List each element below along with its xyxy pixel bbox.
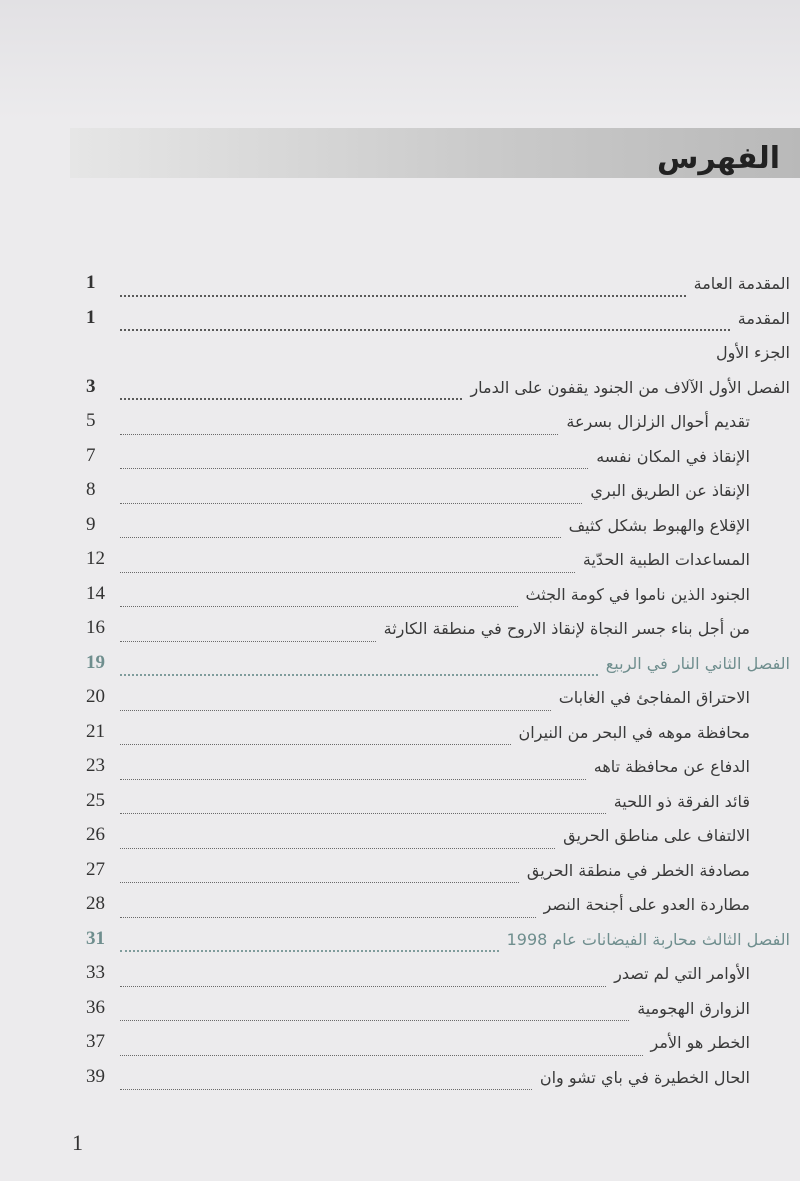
toc-dot-leader [120, 710, 551, 711]
toc-entry-page-number: 36 [86, 996, 105, 1018]
page-top-shade [0, 0, 800, 120]
toc-entry-page-number: 12 [86, 548, 105, 569]
toc-entry-title: من أجل بناء جسر النجاة لإنقاذ الاروح في منطقة الكارثة [383, 619, 750, 638]
toc-entry-page-number: 7 [86, 444, 96, 466]
toc-dot-leader [120, 779, 586, 780]
toc-entry-title: الالتفاف على مناطق الحريق [563, 826, 750, 845]
toc-dot-leader [120, 641, 376, 642]
toc-entry-title: قائد الفرقة ذو اللحية [613, 791, 750, 811]
toc-entry-page-number: 39 [86, 1065, 105, 1087]
toc-entry[interactable] [86, 926, 790, 961]
toc-entry-page-number: 25 [86, 789, 105, 811]
toc-entry[interactable] [86, 1064, 790, 1099]
toc-dot-leader [120, 1020, 629, 1021]
toc-entry-title: الإقلاع والهبوط بشكل كثيف [568, 515, 750, 535]
toc-dot-leader [120, 295, 686, 297]
toc-entry-page-number: 1 [86, 272, 96, 293]
toc-entry[interactable] [86, 408, 790, 443]
toc-entry[interactable] [86, 960, 790, 995]
toc-entry-page-number: 31 [86, 927, 105, 949]
toc-entry-page-number: 3 [86, 375, 96, 397]
toc-entry-page-number: 21 [86, 720, 105, 742]
toc-dot-leader [120, 537, 561, 538]
toc-entry[interactable] [86, 546, 790, 581]
toc-entry-title: المقدمة [737, 308, 790, 328]
page-number: 1 [72, 1130, 83, 1155]
toc-entry-title: مطاردة العدو على أجنحة النصر [543, 895, 750, 914]
toc-entry-page-number: 8 [86, 479, 96, 500]
toc-entry[interactable] [86, 615, 790, 650]
toc-entry-page-number: 19 [86, 651, 105, 673]
toc-entry-title: الحال الخطيرة في باي تشو وان [539, 1067, 750, 1087]
toc-entry[interactable] [86, 1029, 790, 1064]
toc-dot-leader [120, 813, 606, 814]
toc-entry-title: مصادفة الخطر في منطقة الحريق [526, 860, 750, 880]
toc-entry[interactable] [86, 822, 790, 857]
toc-entry[interactable] [86, 339, 790, 374]
toc-entry[interactable] [86, 477, 790, 512]
toc-dot-leader [120, 882, 519, 883]
toc-entry[interactable] [86, 753, 790, 788]
toc-entry[interactable] [86, 857, 790, 892]
toc-entry-title: الإنقاذ في المكان نفسه [596, 446, 750, 466]
toc-entry[interactable] [86, 719, 790, 754]
toc-entry-page-number: 1 [86, 306, 96, 328]
toc-entry[interactable] [86, 443, 790, 478]
toc-dot-leader [120, 1055, 643, 1056]
toc-entry-page-number: 33 [86, 962, 105, 983]
toc-dot-leader [120, 572, 575, 573]
toc-entry-page-number: 37 [86, 1031, 105, 1052]
toc-entry-title: الفصل الثالث محاربة الفيضانات عام 1998 [506, 929, 790, 949]
toc-entry[interactable] [86, 374, 790, 409]
toc-entry-title: الخطر هو الأمر [650, 1033, 750, 1052]
toc-entry-page-number: 9 [86, 513, 96, 535]
page-title: الفهرس [656, 141, 780, 176]
toc-entry[interactable] [86, 581, 790, 616]
toc-entry-page-number: 16 [86, 617, 105, 638]
toc-entry-title: محافظة موهه في البحر من النيران [518, 722, 750, 742]
toc-dot-leader [120, 950, 499, 952]
toc-entry[interactable] [86, 270, 790, 305]
toc-dot-leader [120, 744, 511, 745]
toc-dot-leader [120, 848, 555, 849]
toc-dot-leader [120, 398, 462, 400]
toc-entry[interactable] [86, 788, 790, 823]
toc-dot-leader [120, 606, 518, 607]
toc-entry-page-number: 5 [86, 410, 96, 431]
toc-entry-title: الاحتراق المفاجئ في الغابات [558, 688, 750, 707]
toc-dot-leader [120, 329, 730, 331]
toc-entry-title: الفصل الثاني النار في الربيع [605, 653, 790, 673]
toc-entry-title: المساعدات الطبية الحدّية [582, 550, 750, 569]
toc-entry-page-number: 28 [86, 893, 105, 914]
toc-entry[interactable] [86, 684, 790, 719]
toc-entry-title: الجنود الذين ناموا في كومة الجثث [525, 584, 750, 604]
toc-entry[interactable] [86, 305, 790, 340]
toc-entry-title: تقديم أحوال الزلزال بسرعة [566, 412, 750, 431]
toc-entry-title: المقدمة العامة [693, 274, 790, 293]
toc-entry-title: الجزء الأول [715, 343, 790, 362]
toc-dot-leader [120, 434, 558, 435]
toc-dot-leader [120, 503, 582, 504]
toc-dot-leader [120, 917, 536, 918]
toc-entry-page-number: 26 [86, 824, 105, 845]
toc-entry-title: الدفاع عن محافظة تاهه [593, 757, 750, 776]
toc-entry-title: الزوارق الهجومية [637, 998, 750, 1018]
toc-entry[interactable] [86, 650, 790, 685]
toc-entry[interactable] [86, 512, 790, 547]
toc-entry-title: الفصل الأول الآلاف من الجنود يقفون على الدمار [470, 377, 790, 397]
toc-dot-leader [120, 1089, 532, 1090]
toc-entry-title: الأوامر التي لم تصدر [614, 964, 750, 983]
table-of-contents [86, 270, 790, 1098]
toc-entry-page-number: 20 [86, 686, 105, 707]
toc-entry[interactable] [86, 891, 790, 926]
toc-entry-page-number: 27 [86, 858, 105, 880]
toc-entry[interactable] [86, 995, 790, 1030]
toc-dot-leader [120, 468, 588, 469]
toc-dot-leader [120, 674, 598, 676]
toc-entry-page-number: 23 [86, 755, 105, 776]
toc-dot-leader [120, 986, 606, 987]
toc-entry-page-number: 14 [86, 582, 105, 604]
toc-entry-title: الإنقاذ عن الطريق البري [590, 481, 750, 500]
